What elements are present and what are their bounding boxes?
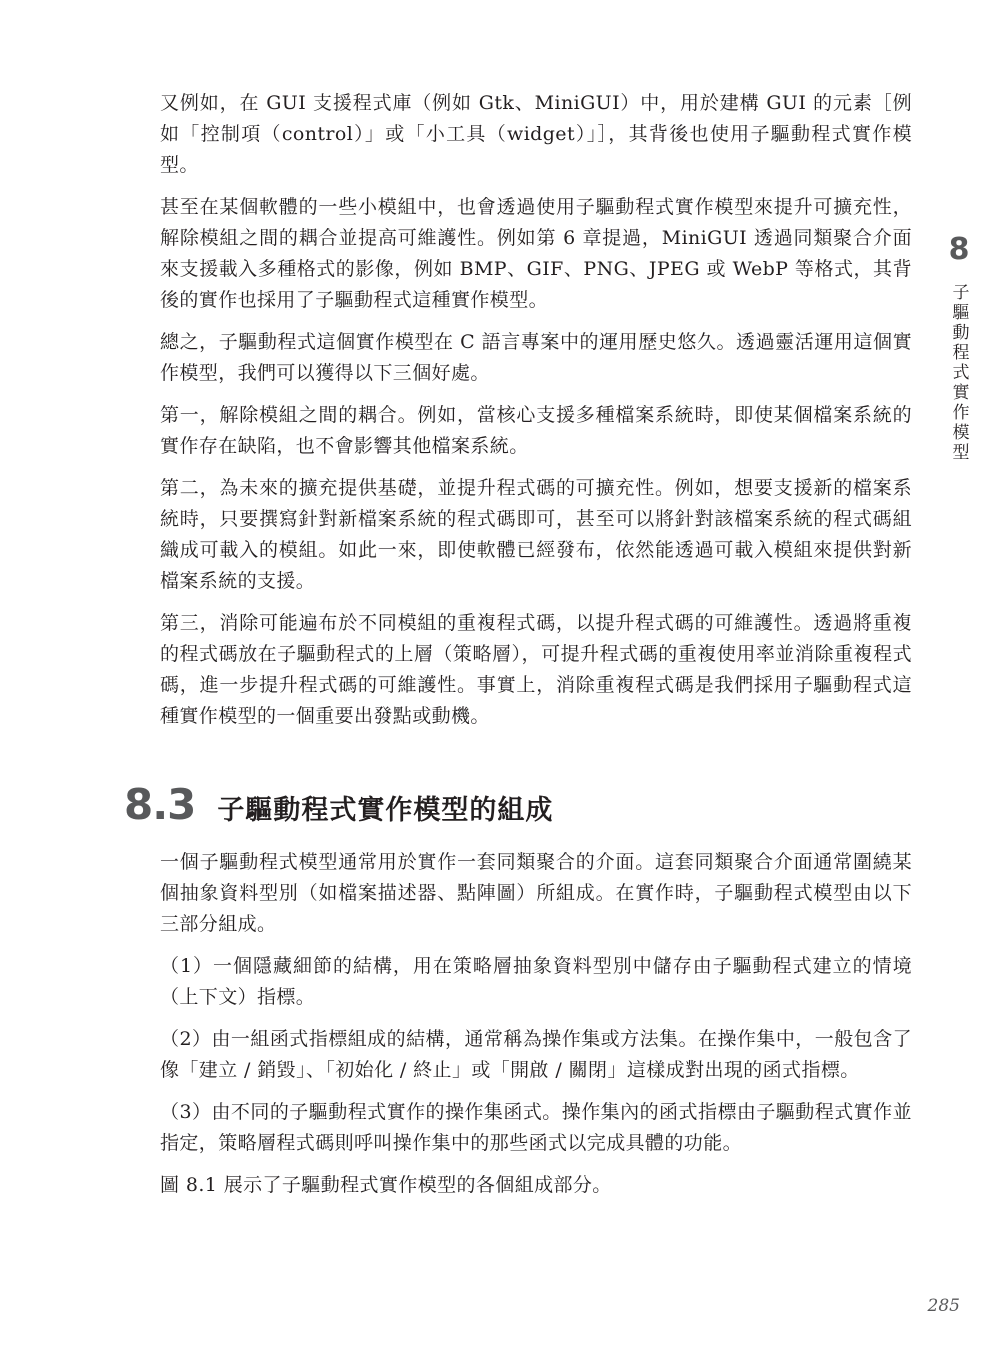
page-content (124, 88, 912, 1212)
paragraph-figure-ref: 圖 8.1 展示了子驅動程式實作模型的各個組成部分。 (160, 1174, 612, 1196)
section-heading (124, 780, 912, 829)
page-number: 285 (927, 1296, 960, 1316)
paragraph-summary: 總之，子驅動程式這個實作模型在 C 語言專案中的運用歷史悠久。透過靈活運用這個實作模型，我們可以獲得以下三個好處。 (160, 331, 912, 384)
chapter-title-vertical: 子驅動程式實作模型 (948, 283, 969, 463)
section-title: 子驅動程式實作模型的組成 (217, 795, 554, 826)
paragraph-benefit-2: 第二，為未來的擴充提供基礎，並提升程式碼的可擴充性。例如，想要支援新的檔案系統時，只要撰寫針對新檔案系統的程式碼即可，甚至可以將針對該檔案系統的程式碼組織成可載入的模組。如此一來，即使軟體已經發布，依然能透過可載入模組來提供對新檔案系統的支援。 (160, 477, 912, 592)
chapter-number: 8 (948, 232, 970, 267)
section-number: 8.3 (124, 780, 196, 829)
paragraph-intro: 一個子驅動程式模型通常用於實作一套同類聚合的介面。這套同類聚合介面通常圍繞某個抽象資料型別（如檔案描述器、點陣圖）所組成。在實作時，子驅動程式模型由以下三部分組成。 (160, 851, 912, 935)
paragraph-part-2: （2）由一組函式指標組成的結構，通常稱為操作集或方法集。在操作集中，一般包含了像「建立 / 銷毀」、「初始化 / 終止」或「開啟 / 關閉」這樣成對出現的函式指標。 (160, 1028, 912, 1081)
chapter-side-tab (943, 232, 975, 467)
paragraph-gui-example: 又例如，在 GUI 支援程式庫（例如 Gtk、MiniGUI）中，用於建構 GUI 的元素［例如「控制項（control）」或「小工具（widget）」］，其背後也使用子驅動程式實作模型。 (160, 92, 912, 176)
paragraph-benefit-1: 第一，解除模組之間的耦合。例如，當核心支援多種檔案系統時，即使某個檔案系統的實作存在缺陷，也不會影響其他檔案系統。 (160, 404, 912, 457)
paragraph-part-1: （1）一個隱藏細節的結構，用在策略層抽象資料型別中儲存由子驅動程式建立的情境（上下文）指標。 (160, 955, 912, 1008)
paragraph-benefit-3: 第三，消除可能遍布於不同模組的重複程式碼，以提升程式碼的可維護性。透過將重複的程式碼放在子驅動程式的上層（策略層），可提升程式碼的重複使用率並消除重複程式碼，進一步提升程式碼的可維護性。事實上，消除重複程式碼是我們採用子驅動程式這種實作模型的一個重要出發點或動機。 (160, 612, 912, 727)
paragraph-part-3: （3）由不同的子驅動程式實作的操作集函式。操作集內的函式指標由子驅動程式實作並指定，策略層程式碼則呼叫操作集中的那些函式以完成具體的功能。 (160, 1101, 912, 1154)
paragraph-small-modules: 甚至在某個軟體的一些小模組中，也會透過使用子驅動程式實作模型來提升可擴充性，解除模組之間的耦合並提高可維護性。例如第 6 章提過，MiniGUI 透過同類聚合介面來支援載入多種格式的影像，例如 BMP、GIF、PNG、JPEG 或 WebP 等格式，其背後的實作也採用了子驅動程式這種實作模型。 (160, 196, 912, 311)
